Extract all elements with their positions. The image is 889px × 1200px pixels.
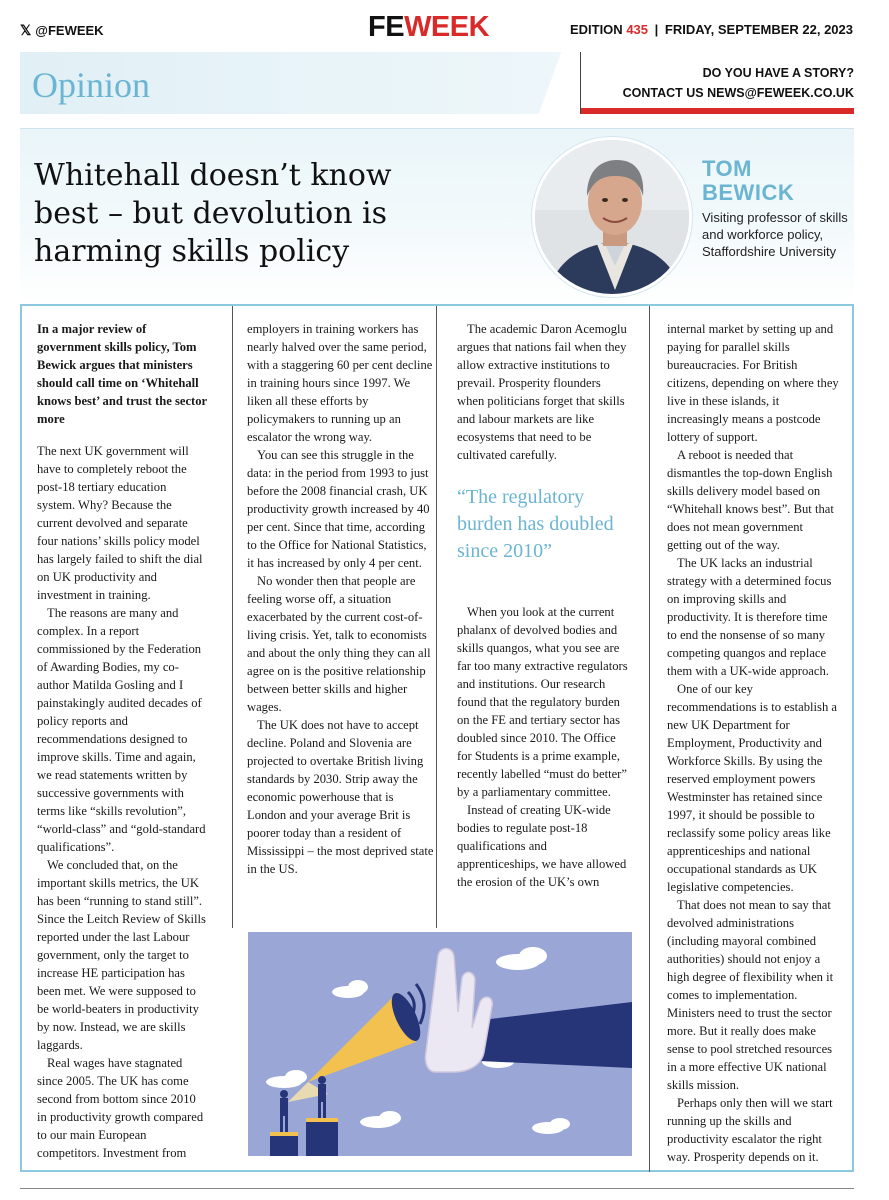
paragraph: The UK does not have to accept decline. Poland and Slovenia are projected to overtake British living standards by 2030. Strip away the economic powerhouse that is London and your average Brit is poorer today than a resident of Mississippi – the most deprived state in the US. xyxy=(247,718,434,876)
headline-region xyxy=(20,128,854,304)
column-rule xyxy=(649,306,650,1172)
x-logo-icon: 𝕏 xyxy=(20,22,32,38)
paragraph: No wonder then that people are feeling worse off, a situation exacerbated by the current cost-of-living crisis. Yet, talk to economists and about the only thing they can all agree on is the positive relationship between better skills and higher wages. xyxy=(247,574,431,714)
handle-text: @FEWEEK xyxy=(35,23,104,38)
column-rule xyxy=(436,306,437,928)
paragraph: When you look at the current phalanx of devolved bodies and skills quangos, what you see are far too many extractive regulators and institutions. Our research found that the regulatory burden on the FE and tertiary sector has doubled since 2010. The Office for Students is a prime example, recently labelled “must do better” by a parliamentary committee. xyxy=(457,605,628,799)
author-last-name: BEWICK xyxy=(702,180,795,205)
paragraph: employers in training workers has nearly halved over the same period, with a staggering 60 per cent decline in training hours since 1997. We liken all these efforts by policymakers to running up an escalator the wrong way. xyxy=(247,322,433,444)
paragraph: That does not mean to say that devolved administrations (including mayoral combined authorities) should not enjoy a high degree of flexibility when it comes to implementation. Ministers need to trust the sector more. But it really does make sense to pool stretched resources in a more effective UK national skills mission. xyxy=(667,898,834,1092)
paragraph: The reasons are many and complex. In a report commissioned by the Federation of Awarding Bodies, my co-author Matilda Gosling and I painstakingly audited decades of policy reports and recommendations designed to improve skills. Time and again, we read statements written by successive governments with terms like “skills revolution”, “world-class” and “gold-standard qualifications”. xyxy=(37,606,206,854)
column-rule xyxy=(232,306,233,928)
edition-label: EDITION xyxy=(569,22,623,37)
masthead-logo xyxy=(368,11,489,44)
column-4 xyxy=(667,320,840,1166)
paragraph: One of our key recommendations is to establish a new UK Department for Employment, Productivity and Workforce Skills. By using the reserved employment powers Westminster has retained since 1997, it should be possible to reclassify some policy areas like apprenticeships and national occupational standards as UK legislative competencies. xyxy=(667,682,837,894)
column-1 xyxy=(37,320,207,1162)
masthead-fe: FE xyxy=(368,11,405,43)
paragraph: Perhaps only then will we start running up the skills and productivity escalator the right way. Prosperity depends on it. xyxy=(667,1096,833,1164)
edition-line xyxy=(570,22,853,37)
red-accent-bar xyxy=(581,108,854,114)
article-illustration xyxy=(248,932,632,1156)
author-role: Visiting professor of skills and workforce policy, Staffordshire University xyxy=(702,210,848,259)
paragraph: The academic Daron Acemoglu argues that nations fail when they allow extractive institutions to prevail. Prosperity flounders when politicians forget that skills and labour markets are like ecosystems that need to be cultivated carefully. xyxy=(457,322,627,462)
article-body xyxy=(20,304,854,1172)
paragraph: We concluded that, on the important skills metrics, the UK has been “running to stand still”. Since the Leitch Review of Skills reported under the last Labour government, only the target to increase HE participation has been met. We were supposed to be world-beaters in productivity by now. Instead, we are skills laggards. xyxy=(37,858,206,1052)
edition-number: 435 xyxy=(626,22,649,37)
column-3 xyxy=(457,320,629,891)
paragraph: The UK lacks an industrial strategy with a determined focus on improving skills and productivity. It is therefore time to end the nonsense of so many competing quangos and replace them with a UK-wide approach. xyxy=(667,556,832,678)
paragraph: You can see this struggle in the data: in the period from 1993 to just before the 2008 financial crash, UK productivity growth increased by 40 per cent. Since that time, according to the Office for National Statistics, it has increased by only 4 per cent. xyxy=(247,448,430,570)
page-bottom-rule xyxy=(20,1188,854,1189)
paragraph: internal market by setting up and paying for parallel skills bureaucracies. For British citizens, depending on where they live in these islands, it increasingly means a postcode lottery of support. xyxy=(667,322,839,444)
column-2 xyxy=(247,320,435,878)
story-prompt: DO YOU HAVE A STORY? xyxy=(702,66,854,80)
edition-date: FRIDAY, SEPTEMBER 22, 2023 xyxy=(664,22,853,37)
paragraph: Instead of creating UK-wide bodies to regulate post-18 qualifications and apprenticeships, we have allowed the erosion of the UK’s own xyxy=(457,803,627,889)
author-name xyxy=(702,157,794,205)
paragraph: The next UK government will have to completely reboot the post-18 tertiary education system. Why? Because the current devolved and separate four nations’ skills policy model has largely failed to shift the dial on UK productivity and investment in training. xyxy=(37,444,203,602)
top-bar xyxy=(0,0,889,50)
author-photo-icon xyxy=(535,140,692,297)
article-headline: Whitehall doesn’t know best – but devolution is harming skills policy xyxy=(34,158,392,269)
author-first-name: TOM xyxy=(702,156,752,181)
story-contact-box xyxy=(580,52,854,114)
section-label: Opinion xyxy=(32,65,151,105)
pull-quote: “The regulatory burden has doubled since 2010” xyxy=(457,486,614,562)
megaphone-stop-hand-icon xyxy=(248,932,632,1156)
paragraph: A reboot is needed that dismantles the top-down English skills delivery model based on “Whitehall knows best”. But that does not mean government getting out of the way. xyxy=(667,448,834,552)
contact-email[interactable]: CONTACT US NEWS@FEWEEK.CO.UK xyxy=(622,86,854,100)
masthead-week: WEEK xyxy=(404,11,490,43)
author-portrait xyxy=(532,137,692,297)
section-banner xyxy=(20,52,580,114)
social-handle[interactable] xyxy=(20,22,104,39)
standfirst: In a major review of government skills policy, Tom Bewick argues that ministers should call time on ‘Whitehall knows best’ and trust the sector more xyxy=(37,322,207,426)
paragraph: Real wages have stagnated since 2005. The UK has come second from bottom since 2010 in productivity growth compared to our main European competitors. Investment from xyxy=(37,1056,204,1160)
edition-separator: | xyxy=(654,22,659,37)
